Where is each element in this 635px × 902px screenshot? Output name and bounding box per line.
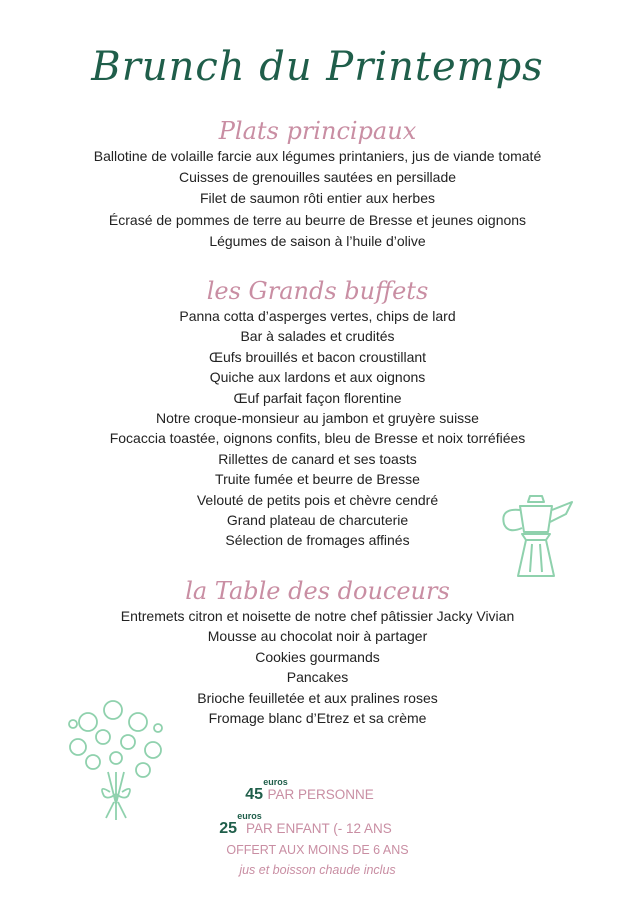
menu-item: Entremets citron et noisette de notre chef pâtissier Jacky Vivian: [120, 608, 515, 624]
menu-item: Grand plateau de charcuterie: [226, 511, 409, 528]
menu-item: Légumes de saison à l’huile d’olive: [209, 232, 426, 249]
free-note: OFFERT AUX MOINS DE 6 ANS: [226, 843, 409, 857]
menu-item: Truite fumée et beurre de Bresse: [215, 471, 420, 488]
section-heading: la Table des douceurs: [185, 577, 450, 605]
included-note: jus et boisson chaude inclus: [239, 863, 396, 877]
section-heading: Plats principaux: [218, 117, 417, 145]
section-heading: les Grands buffets: [206, 277, 429, 305]
menu-item: Ballotine de volaille farcie aux légumes printaniers, jus de viande tomaté: [93, 148, 542, 164]
currency-label: euros: [263, 777, 288, 787]
menu-item: Panna cotta d’asperges vertes, chips de lard: [179, 308, 456, 324]
price-label: PAR ENFANT (- 12 ANS: [245, 821, 392, 836]
menu-item: Rillettes de canard et ses toasts: [218, 450, 417, 467]
menu-item: Focaccia toastée, oignons confits, bleu de Bresse et noix torréfiées: [109, 430, 526, 447]
section-plats-principaux: [0, 116, 635, 252]
currency-label: euros: [237, 811, 262, 821]
menu-item: Fromage blanc d’Etrez et sa crème: [208, 709, 427, 726]
menu-item: Cuisses de grenouilles sautées en persillade: [178, 169, 457, 186]
moka-pot-icon: [490, 488, 590, 584]
menu-item: Quiche aux lardons et aux oignons: [209, 369, 426, 386]
menu-item: Brioche feuilletée et aux pralines roses: [197, 689, 438, 706]
menu-item: Mousse au chocolat noir à partager: [207, 628, 428, 645]
menu-item: Pancakes: [286, 669, 349, 686]
menu-item: Velouté de petits pois et chèvre cendré: [196, 491, 439, 508]
menu-item: Œuf parfait façon florentine: [233, 389, 402, 406]
price-amount: 25: [219, 820, 238, 837]
item-list: [0, 146, 635, 252]
menu-item: Filet de saumon rôti entier aux herbes: [199, 190, 435, 207]
menu-title: Brunch du Printemps: [91, 44, 544, 90]
flower-bouquet-icon: [58, 692, 174, 828]
menu-item: Écrasé de pommes de terre au beurre de Bresse et jeunes oignons: [108, 211, 527, 228]
price-amount: 45: [245, 786, 264, 803]
menu-item: Sélection de fromages affinés: [225, 532, 410, 549]
menu-item: Bar à salades et crudités: [240, 328, 395, 345]
menu-item: Œufs brouillés et bacon croustillant: [208, 348, 427, 365]
menu-item: Cookies gourmands: [255, 648, 380, 665]
menu-item: Notre croque-monsieur au jambon et gruyère suisse: [156, 409, 479, 426]
price-label: PAR PERSONNE: [267, 787, 374, 802]
